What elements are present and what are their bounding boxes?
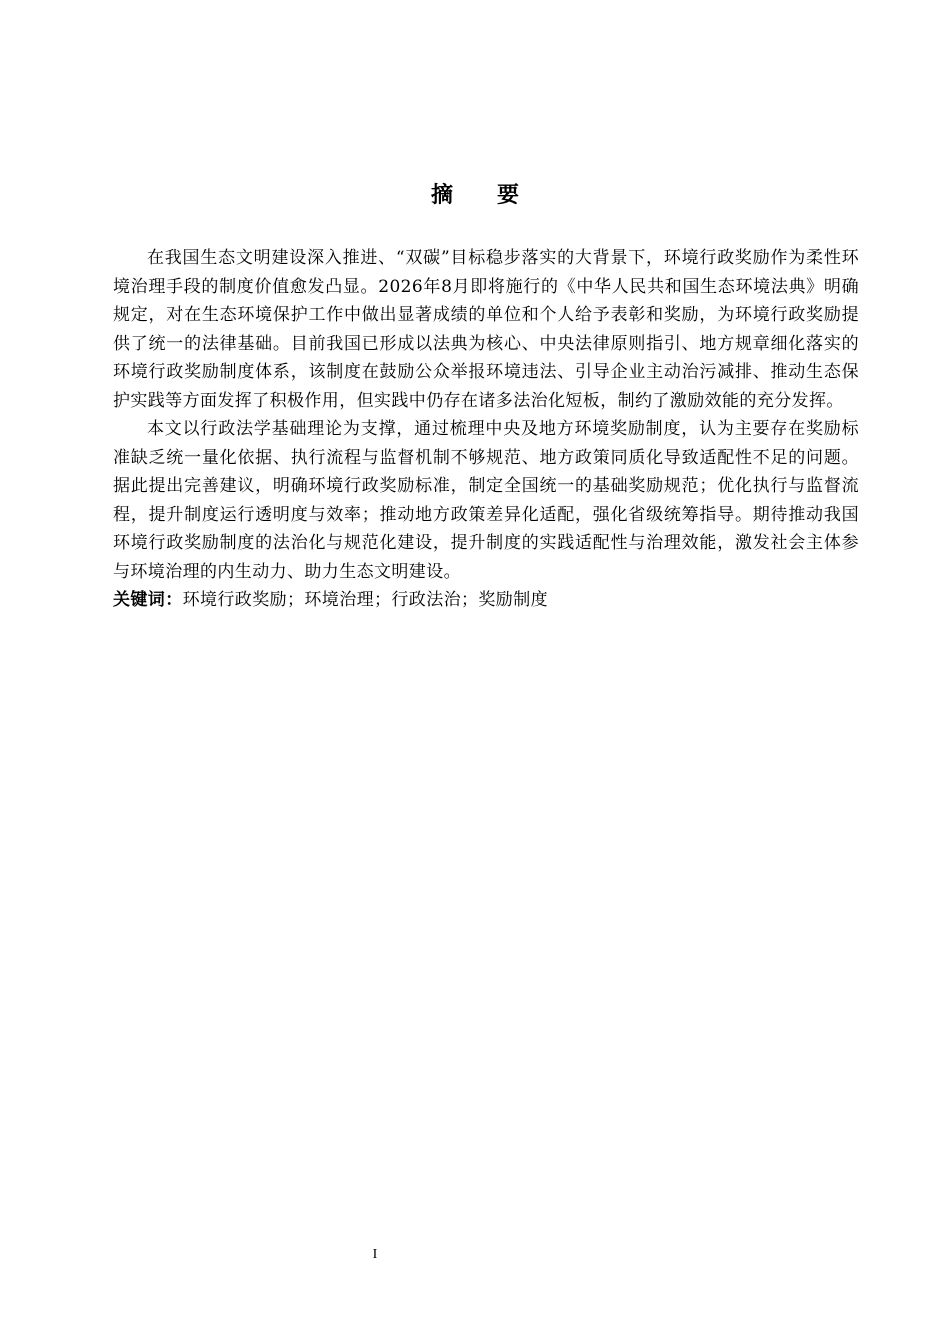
abstract-title: 摘要 <box>430 182 563 208</box>
abstract-paragraph-1: 在我国生态文明建设深入推进、“双碳”目标稳步落实的大背景下，环境行政奖励作为柔性环境治理手段的制度价值愈发凸显。2026年8月即将施行的《中华人民共和国生态环境法典》明确规定，对在生态环境保护工作中做出显著成绩的单位和个人给予表彰和奖励，为环境行政奖励提供了统一的法律基础。目前我国已形成以法典为核心、中央法律原则指引、地方规章细化落实的环境行政奖励制度体系，该制度在鼓励公众举报环境违法、引导企业主动治污减排、推动生态保护实践等方面发挥了积极作用，但实践中仍存在诸多法治化短板，制约了激励效能的充分发挥。 <box>113 248 859 411</box>
abstract-paragraph-2: 本文以行政法学基础理论为支撑，通过梳理中央及地方环境奖励制度，认为主要存在奖励标准缺乏统一量化依据、执行流程与监督机制不够规范、地方政策同质化导致适配性不足的问题。据此提出完善建议，明确环境行政奖励标准，制定全国统一的基础奖励规范；优化执行与监督流程，提升制度运行透明度与效率；推动地方政策差异化适配，强化省级统筹指导。期待推动我国环境行政奖励制度的法治化与规范化建设，提升制度的实践适配性与治理效能，激发社会主体参与环境治理的内生动力、助力生态文明建设。 <box>113 419 859 582</box>
page-number: I <box>372 1247 378 1262</box>
keywords-line <box>113 586 859 615</box>
abstract-body <box>113 244 859 615</box>
keywords-label: 关键词： <box>113 590 183 610</box>
keywords-value: 环境行政奖励；环境治理；行政法治；奖励制度 <box>182 590 549 610</box>
